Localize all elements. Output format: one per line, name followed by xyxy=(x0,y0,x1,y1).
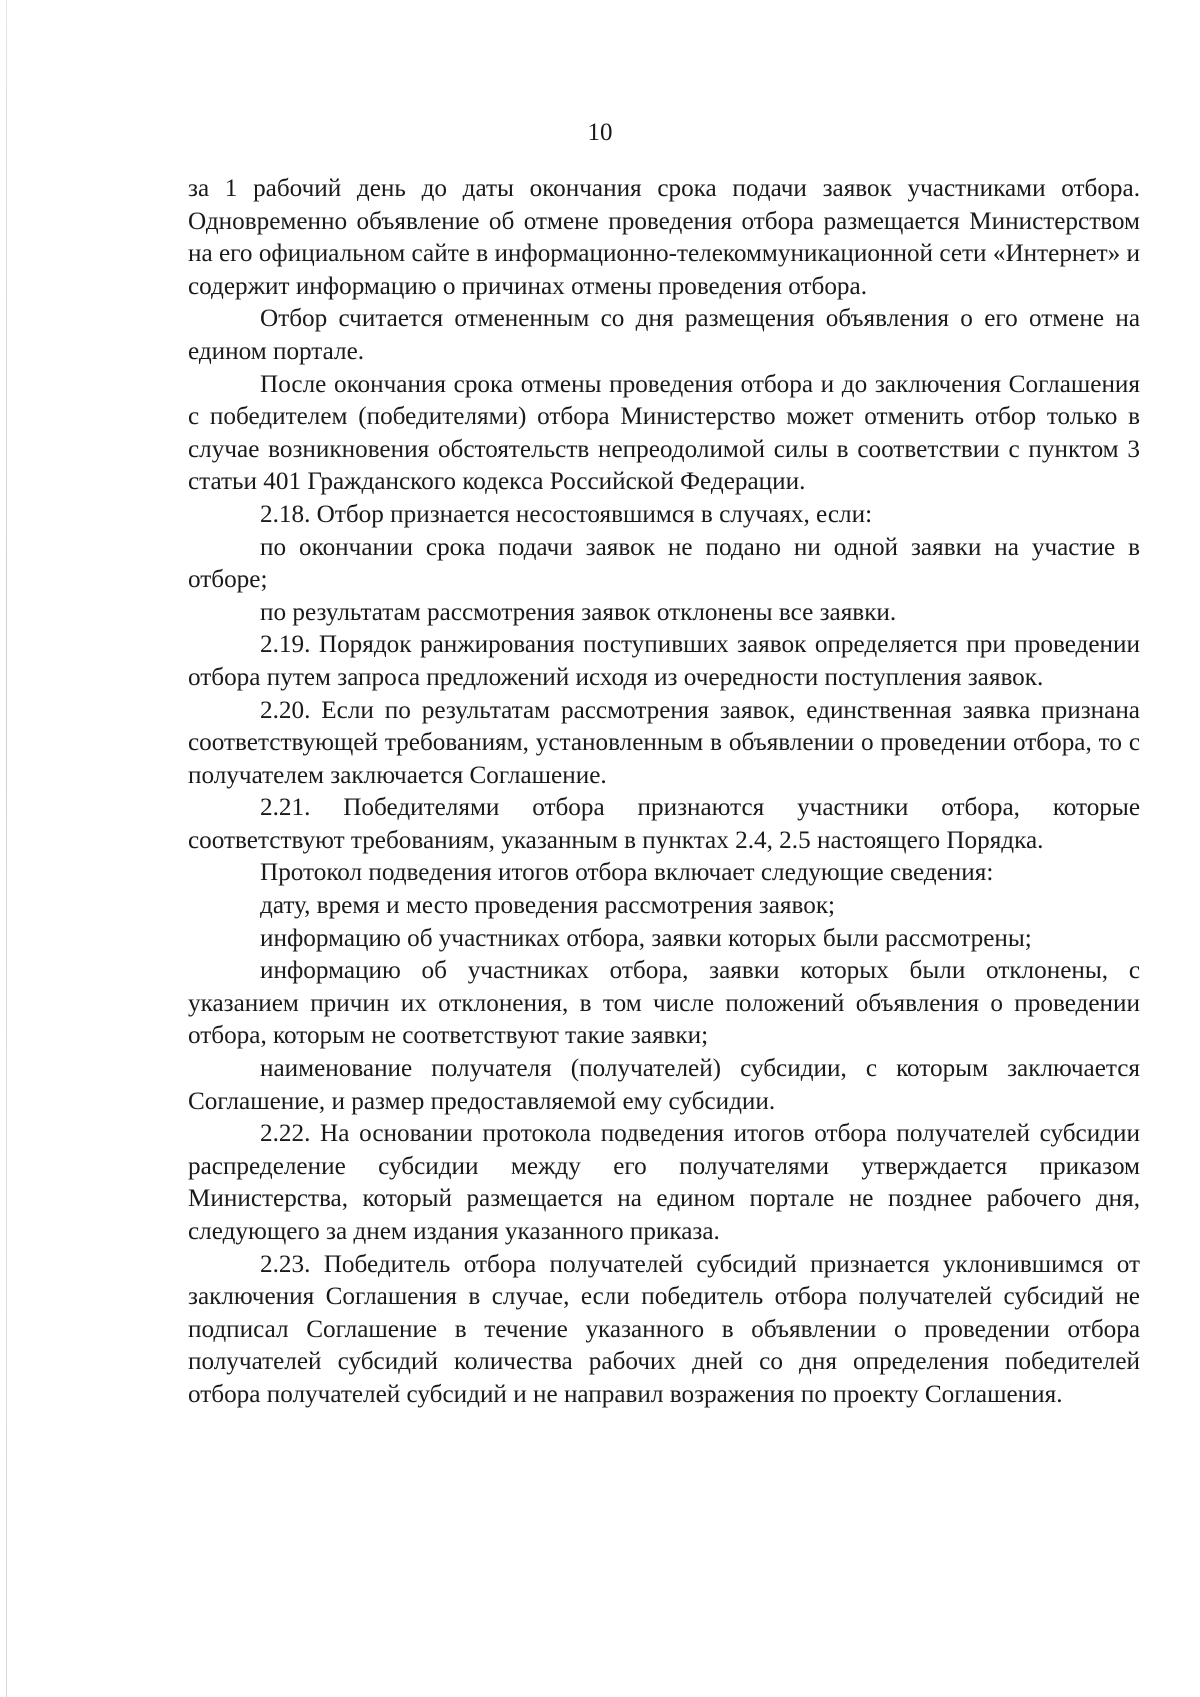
paragraph-10: Протокол подведения итогов отбора включает следующие сведения: xyxy=(260,859,994,887)
paragraph-16: 2.23. Победитель отбора получателей субсидий признается уклонившимся от заключения Соглашения в случае, если победитель отбора получателей субсидий не подписал Соглашение в течение указанного в объявлении о проведении отбора получателей субсидий количества рабочих дней со дня определения победителей отбора получателей субсидий и не направил возражения по проекту Соглашения. xyxy=(188,1250,1140,1408)
paragraph-4: 2.18. Отбор признается несостоявшимся в случаях, если: xyxy=(260,500,873,528)
paragraph-3: После окончания срока отмены проведения отбора и до заключения Соглашения с победителем (победителями) отбора Министерство может отменить отбор только в случае возникновения обстоятельств непреодолимой силы в соответствии с пунктом 3 статьи 401 Гражданского кодекса Российской Федерации. xyxy=(188,370,1140,496)
paragraph-1: за 1 рабочий день до даты окончания срока подачи заявок участниками отбора. Одновременно объявление об отмене проведения отбора размещается Министерством на его официальном сайте в информационно-телекоммуникационной сети «Интернет» и содержит информацию о причинах отмены проведения отбора. xyxy=(188,175,1140,300)
document-body xyxy=(188,173,1140,1412)
page-number: 10 xyxy=(587,119,613,146)
paragraph-8: 2.20. Если по результатам рассмотрения заявок, единственная заявка признана соответствующей требованиям, установленным в объявлении о проведении отбора, то с получателем заключается Соглашение. xyxy=(188,696,1140,789)
paragraph-7: 2.19. Порядок ранжирования поступивших заявок определяется при проведении отбора путем запроса предложений исходя из очередности поступления заявок. xyxy=(188,631,1140,691)
paragraph-12: информацию об участниках отбора, заявки которых были рассмотрены; xyxy=(260,924,1032,952)
paragraph-13: информацию об участниках отбора, заявки которых были отклонены, с указанием причин их отклонения, в том числе положений объявления о проведении отбора, которым не соответствуют такие заявки; xyxy=(188,957,1140,1050)
paragraph-9: 2.21. Победителями отбора признаются участники отбора, которые соответствуют требованиям, указанным в пунктах 2.4, 2.5 настоящего Порядка. xyxy=(188,794,1140,854)
paragraph-6: по результатам рассмотрения заявок отклонены все заявки. xyxy=(260,598,897,626)
paragraph-11: дату, время и место проведения рассмотрения заявок; xyxy=(260,892,836,920)
paragraph-5: по окончании срока подачи заявок не подано ни одной заявки на участие в отборе; xyxy=(188,533,1140,594)
scan-edge-line xyxy=(6,0,7,1697)
paragraph-2: Отбор считается отмененным со дня размещения объявления о его отмене на едином портале. xyxy=(188,305,1140,365)
paragraph-15: 2.22. На основании протокола подведения итогов отбора получателей субсидии распределение субсидии между его получателями утверждается приказом Министерства, который размещается на едином портале не позднее рабочего дня, следующего за днем издания указанного приказа. xyxy=(188,1120,1140,1245)
paragraph-14: наименование получателя (получателей) субсидии, с которым заключается Соглашение, и размер предоставляемой ему субсидии. xyxy=(188,1055,1140,1115)
